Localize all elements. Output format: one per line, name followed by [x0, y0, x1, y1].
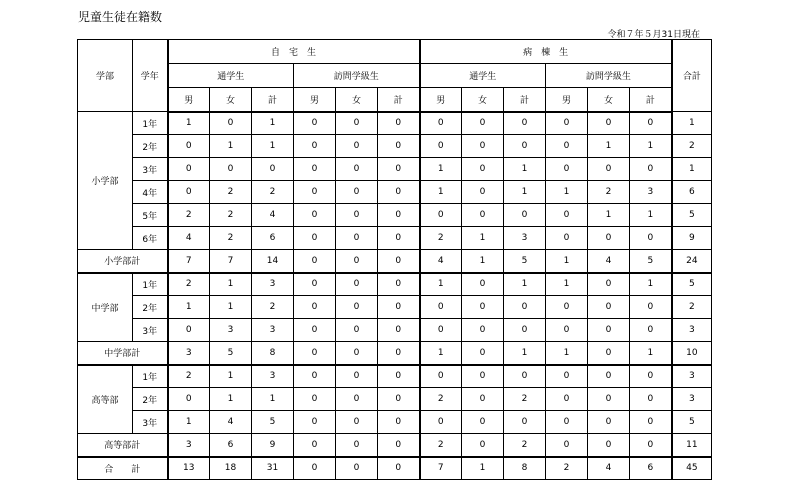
- header-ward-commute: 通学生: [420, 64, 546, 88]
- value-cell: 0: [630, 112, 672, 135]
- value-cell: 0: [504, 296, 546, 319]
- grand-total-cell: 45: [672, 457, 712, 480]
- value-cell: 0: [336, 135, 378, 158]
- value-cell: 0: [630, 227, 672, 250]
- value-cell: 0: [294, 112, 336, 135]
- value-cell: 0: [462, 342, 504, 365]
- value-cell: 0: [336, 365, 378, 388]
- value-cell: 0: [378, 319, 420, 342]
- value-cell: 1: [168, 411, 210, 434]
- value-cell: 1: [252, 135, 294, 158]
- grade-label: 2年: [133, 296, 168, 319]
- value-cell: 0: [294, 434, 336, 457]
- grand-total-cell: 3: [672, 365, 712, 388]
- value-cell: 2: [252, 296, 294, 319]
- grand-total-cell: 3: [672, 319, 712, 342]
- value-cell: 0: [588, 296, 630, 319]
- value-cell: 0: [420, 411, 462, 434]
- value-cell: 0: [462, 135, 504, 158]
- grade-label: 3年: [133, 411, 168, 434]
- value-cell: 1: [630, 342, 672, 365]
- value-cell: 0: [168, 158, 210, 181]
- value-cell: 1: [210, 296, 252, 319]
- grand-total-cell: 5: [672, 411, 712, 434]
- value-cell: 0: [588, 112, 630, 135]
- value-cell: 0: [294, 158, 336, 181]
- table-row: [78, 388, 712, 411]
- value-cell: 0: [378, 273, 420, 296]
- section-total-row: [78, 250, 712, 273]
- value-cell: 4: [210, 411, 252, 434]
- value-cell: 0: [462, 388, 504, 411]
- section-total-label: 小学部計: [78, 250, 168, 273]
- grand-total-cell: 10: [672, 342, 712, 365]
- value-cell: 0: [336, 434, 378, 457]
- value-cell: 0: [378, 342, 420, 365]
- table-row: [78, 411, 712, 434]
- value-cell: 0: [546, 204, 588, 227]
- grand-total-cell: 5: [672, 273, 712, 296]
- value-cell: 0: [210, 112, 252, 135]
- value-cell: 0: [378, 135, 420, 158]
- table-row: [78, 135, 712, 158]
- section-total-label: 中学部計: [78, 342, 168, 365]
- value-cell: 1: [462, 227, 504, 250]
- value-cell: 0: [546, 112, 588, 135]
- value-cell: 0: [378, 181, 420, 204]
- value-cell: 2: [210, 204, 252, 227]
- value-cell: 0: [336, 296, 378, 319]
- value-cell: 0: [378, 112, 420, 135]
- value-cell: 0: [546, 411, 588, 434]
- value-cell: 0: [336, 112, 378, 135]
- value-cell: 0: [378, 204, 420, 227]
- value-cell: 7: [210, 250, 252, 273]
- value-cell: 13: [168, 457, 210, 480]
- header-home-commute: 通学生: [168, 64, 294, 88]
- value-cell: 3: [168, 434, 210, 457]
- value-cell: 0: [378, 457, 420, 480]
- grade-label: 1年: [133, 112, 168, 135]
- value-cell: 0: [462, 112, 504, 135]
- grade-label: 2年: [133, 388, 168, 411]
- grand-total-cell: 3: [672, 388, 712, 411]
- section-total-row: [78, 434, 712, 457]
- value-cell: 0: [546, 135, 588, 158]
- value-cell: 2: [504, 434, 546, 457]
- value-cell: 1: [630, 135, 672, 158]
- table-row: [78, 365, 712, 388]
- value-cell: 0: [462, 319, 504, 342]
- value-cell: 0: [336, 227, 378, 250]
- value-cell: 0: [336, 273, 378, 296]
- value-cell: 1: [462, 457, 504, 480]
- header-female: 女: [336, 88, 378, 112]
- value-cell: 0: [546, 319, 588, 342]
- value-cell: 0: [378, 250, 420, 273]
- value-cell: 1: [546, 273, 588, 296]
- value-cell: 0: [588, 434, 630, 457]
- grade-label: 2年: [133, 135, 168, 158]
- value-cell: 2: [210, 227, 252, 250]
- value-cell: 0: [336, 158, 378, 181]
- grand-total-cell: 9: [672, 227, 712, 250]
- value-cell: 9: [252, 434, 294, 457]
- value-cell: 1: [588, 135, 630, 158]
- as-of-date: 令和７年５月31日現在: [607, 30, 700, 40]
- value-cell: 4: [588, 457, 630, 480]
- value-cell: 0: [420, 319, 462, 342]
- grade-label: 3年: [133, 319, 168, 342]
- value-cell: 0: [378, 388, 420, 411]
- header-subtotal: 計: [630, 88, 672, 112]
- value-cell: 2: [168, 273, 210, 296]
- value-cell: 0: [588, 365, 630, 388]
- grade-label: 3年: [133, 158, 168, 181]
- value-cell: 0: [462, 204, 504, 227]
- grand-total-cell: 1: [672, 158, 712, 181]
- value-cell: 1: [168, 296, 210, 319]
- value-cell: 0: [168, 319, 210, 342]
- value-cell: 0: [588, 227, 630, 250]
- value-cell: 1: [252, 388, 294, 411]
- value-cell: 0: [420, 204, 462, 227]
- value-cell: 0: [546, 227, 588, 250]
- table-row: [78, 319, 712, 342]
- grand-total-row: [78, 457, 712, 480]
- value-cell: 0: [294, 296, 336, 319]
- value-cell: 18: [210, 457, 252, 480]
- table-row: [78, 296, 712, 319]
- header-home-visiting: 訪問学級生: [294, 64, 420, 88]
- value-cell: 1: [210, 388, 252, 411]
- value-cell: 7: [168, 250, 210, 273]
- value-cell: 0: [630, 388, 672, 411]
- value-cell: 4: [168, 227, 210, 250]
- value-cell: 0: [546, 388, 588, 411]
- value-cell: 1: [546, 342, 588, 365]
- value-cell: 1: [420, 181, 462, 204]
- value-cell: 0: [504, 204, 546, 227]
- header-ward-visiting: 訪問学級生: [546, 64, 672, 88]
- value-cell: 0: [336, 250, 378, 273]
- value-cell: 0: [294, 388, 336, 411]
- value-cell: 0: [336, 388, 378, 411]
- value-cell: 0: [630, 296, 672, 319]
- value-cell: 0: [588, 158, 630, 181]
- department-label: 高等部: [78, 365, 133, 434]
- value-cell: 0: [462, 434, 504, 457]
- grand-total-cell: 5: [672, 204, 712, 227]
- value-cell: 1: [504, 158, 546, 181]
- grand-total-cell: 11: [672, 434, 712, 457]
- grand-total-cell: 2: [672, 135, 712, 158]
- value-cell: 0: [294, 365, 336, 388]
- value-cell: 0: [378, 227, 420, 250]
- header-male: 男: [420, 88, 462, 112]
- value-cell: 0: [462, 296, 504, 319]
- value-cell: 0: [336, 319, 378, 342]
- value-cell: 2: [210, 181, 252, 204]
- value-cell: 0: [420, 365, 462, 388]
- value-cell: 0: [504, 319, 546, 342]
- value-cell: 0: [336, 411, 378, 434]
- value-cell: 2: [168, 365, 210, 388]
- grade-label: 4年: [133, 181, 168, 204]
- value-cell: 0: [588, 388, 630, 411]
- value-cell: 0: [546, 296, 588, 319]
- value-cell: 0: [420, 112, 462, 135]
- value-cell: 0: [630, 434, 672, 457]
- table-row: [78, 204, 712, 227]
- value-cell: 31: [252, 457, 294, 480]
- value-cell: 2: [504, 388, 546, 411]
- value-cell: 0: [294, 457, 336, 480]
- value-cell: 6: [630, 457, 672, 480]
- value-cell: 0: [462, 365, 504, 388]
- value-cell: 0: [168, 181, 210, 204]
- header-grade: 学年: [133, 40, 168, 112]
- value-cell: 0: [378, 434, 420, 457]
- value-cell: 0: [504, 411, 546, 434]
- grand-total-cell: 6: [672, 181, 712, 204]
- value-cell: 5: [210, 342, 252, 365]
- grand-total-cell: 2: [672, 296, 712, 319]
- value-cell: 0: [546, 365, 588, 388]
- value-cell: 0: [210, 158, 252, 181]
- value-cell: 1: [546, 250, 588, 273]
- value-cell: 0: [294, 250, 336, 273]
- value-cell: 8: [252, 342, 294, 365]
- value-cell: 0: [168, 135, 210, 158]
- value-cell: 5: [504, 250, 546, 273]
- header-female: 女: [210, 88, 252, 112]
- value-cell: 0: [462, 411, 504, 434]
- value-cell: 0: [462, 273, 504, 296]
- value-cell: 0: [378, 365, 420, 388]
- value-cell: 0: [588, 411, 630, 434]
- section-total-row: [78, 342, 712, 365]
- value-cell: 5: [630, 250, 672, 273]
- value-cell: 2: [420, 388, 462, 411]
- value-cell: 2: [168, 204, 210, 227]
- value-cell: 0: [462, 181, 504, 204]
- value-cell: 1: [210, 273, 252, 296]
- value-cell: 1: [420, 342, 462, 365]
- header-department: 学部: [78, 40, 133, 112]
- value-cell: 2: [588, 181, 630, 204]
- value-cell: 0: [168, 388, 210, 411]
- value-cell: 0: [420, 135, 462, 158]
- value-cell: 3: [504, 227, 546, 250]
- value-cell: 0: [546, 434, 588, 457]
- value-cell: 1: [210, 135, 252, 158]
- value-cell: 0: [546, 158, 588, 181]
- value-cell: 0: [630, 411, 672, 434]
- value-cell: 0: [630, 319, 672, 342]
- value-cell: 5: [252, 411, 294, 434]
- grade-label: 5年: [133, 204, 168, 227]
- value-cell: 0: [336, 181, 378, 204]
- value-cell: 1: [504, 181, 546, 204]
- value-cell: 0: [294, 227, 336, 250]
- value-cell: 0: [294, 135, 336, 158]
- value-cell: 14: [252, 250, 294, 273]
- value-cell: 1: [252, 112, 294, 135]
- value-cell: 1: [168, 112, 210, 135]
- table-row: [78, 273, 712, 296]
- value-cell: 0: [378, 296, 420, 319]
- value-cell: 1: [420, 158, 462, 181]
- table-row: [78, 227, 712, 250]
- value-cell: 1: [420, 273, 462, 296]
- value-cell: 1: [630, 204, 672, 227]
- grade-label: 6年: [133, 227, 168, 250]
- value-cell: 3: [630, 181, 672, 204]
- value-cell: 0: [588, 273, 630, 296]
- value-cell: 6: [210, 434, 252, 457]
- value-cell: 8: [504, 457, 546, 480]
- document-title: 児童生徒在籍数: [78, 10, 163, 24]
- value-cell: 2: [420, 227, 462, 250]
- value-cell: 1: [588, 204, 630, 227]
- value-cell: 0: [630, 158, 672, 181]
- value-cell: 1: [210, 365, 252, 388]
- header-subtotal: 計: [378, 88, 420, 112]
- value-cell: 0: [294, 204, 336, 227]
- grade-label: 1年: [133, 365, 168, 388]
- value-cell: 0: [294, 273, 336, 296]
- department-label: 小学部: [78, 112, 133, 250]
- header-home: 自 宅 生: [168, 40, 420, 64]
- value-cell: 2: [252, 181, 294, 204]
- grand-total-cell: 24: [672, 250, 712, 273]
- value-cell: 3: [252, 365, 294, 388]
- header-female: 女: [588, 88, 630, 112]
- value-cell: 0: [294, 411, 336, 434]
- value-cell: 4: [588, 250, 630, 273]
- value-cell: 4: [252, 204, 294, 227]
- value-cell: 0: [294, 319, 336, 342]
- grade-label: 1年: [133, 273, 168, 296]
- header-subtotal: 計: [504, 88, 546, 112]
- value-cell: 0: [336, 342, 378, 365]
- grand-total-cell: 1: [672, 112, 712, 135]
- header-female: 女: [462, 88, 504, 112]
- value-cell: 4: [420, 250, 462, 273]
- value-cell: 0: [588, 342, 630, 365]
- header-male: 男: [294, 88, 336, 112]
- value-cell: 1: [546, 181, 588, 204]
- header-male: 男: [168, 88, 210, 112]
- value-cell: 0: [336, 457, 378, 480]
- value-cell: 0: [294, 181, 336, 204]
- header-male: 男: [546, 88, 588, 112]
- value-cell: 3: [252, 319, 294, 342]
- value-cell: 3: [168, 342, 210, 365]
- grand-total-label: 合 計: [78, 457, 168, 480]
- enrollment-table: [77, 39, 712, 480]
- value-cell: 1: [504, 273, 546, 296]
- table-row: [78, 181, 712, 204]
- header-subtotal: 計: [252, 88, 294, 112]
- value-cell: 0: [504, 365, 546, 388]
- value-cell: 0: [378, 411, 420, 434]
- value-cell: 2: [546, 457, 588, 480]
- value-cell: 1: [630, 273, 672, 296]
- value-cell: 0: [252, 158, 294, 181]
- value-cell: 0: [420, 296, 462, 319]
- value-cell: 3: [210, 319, 252, 342]
- value-cell: 3: [252, 273, 294, 296]
- section-total-label: 高等部計: [78, 434, 168, 457]
- value-cell: 0: [588, 319, 630, 342]
- table-row: [78, 112, 712, 135]
- value-cell: 0: [336, 204, 378, 227]
- value-cell: 1: [462, 250, 504, 273]
- value-cell: 7: [420, 457, 462, 480]
- value-cell: 0: [504, 112, 546, 135]
- value-cell: 1: [504, 342, 546, 365]
- table-row: [78, 158, 712, 181]
- header-grand-total: 合計: [672, 40, 712, 112]
- department-label: 中学部: [78, 273, 133, 342]
- value-cell: 0: [504, 135, 546, 158]
- value-cell: 6: [252, 227, 294, 250]
- value-cell: 0: [630, 365, 672, 388]
- value-cell: 0: [378, 158, 420, 181]
- value-cell: 2: [420, 434, 462, 457]
- value-cell: 0: [294, 342, 336, 365]
- value-cell: 0: [462, 158, 504, 181]
- header-ward: 病 棟 生: [420, 40, 672, 64]
